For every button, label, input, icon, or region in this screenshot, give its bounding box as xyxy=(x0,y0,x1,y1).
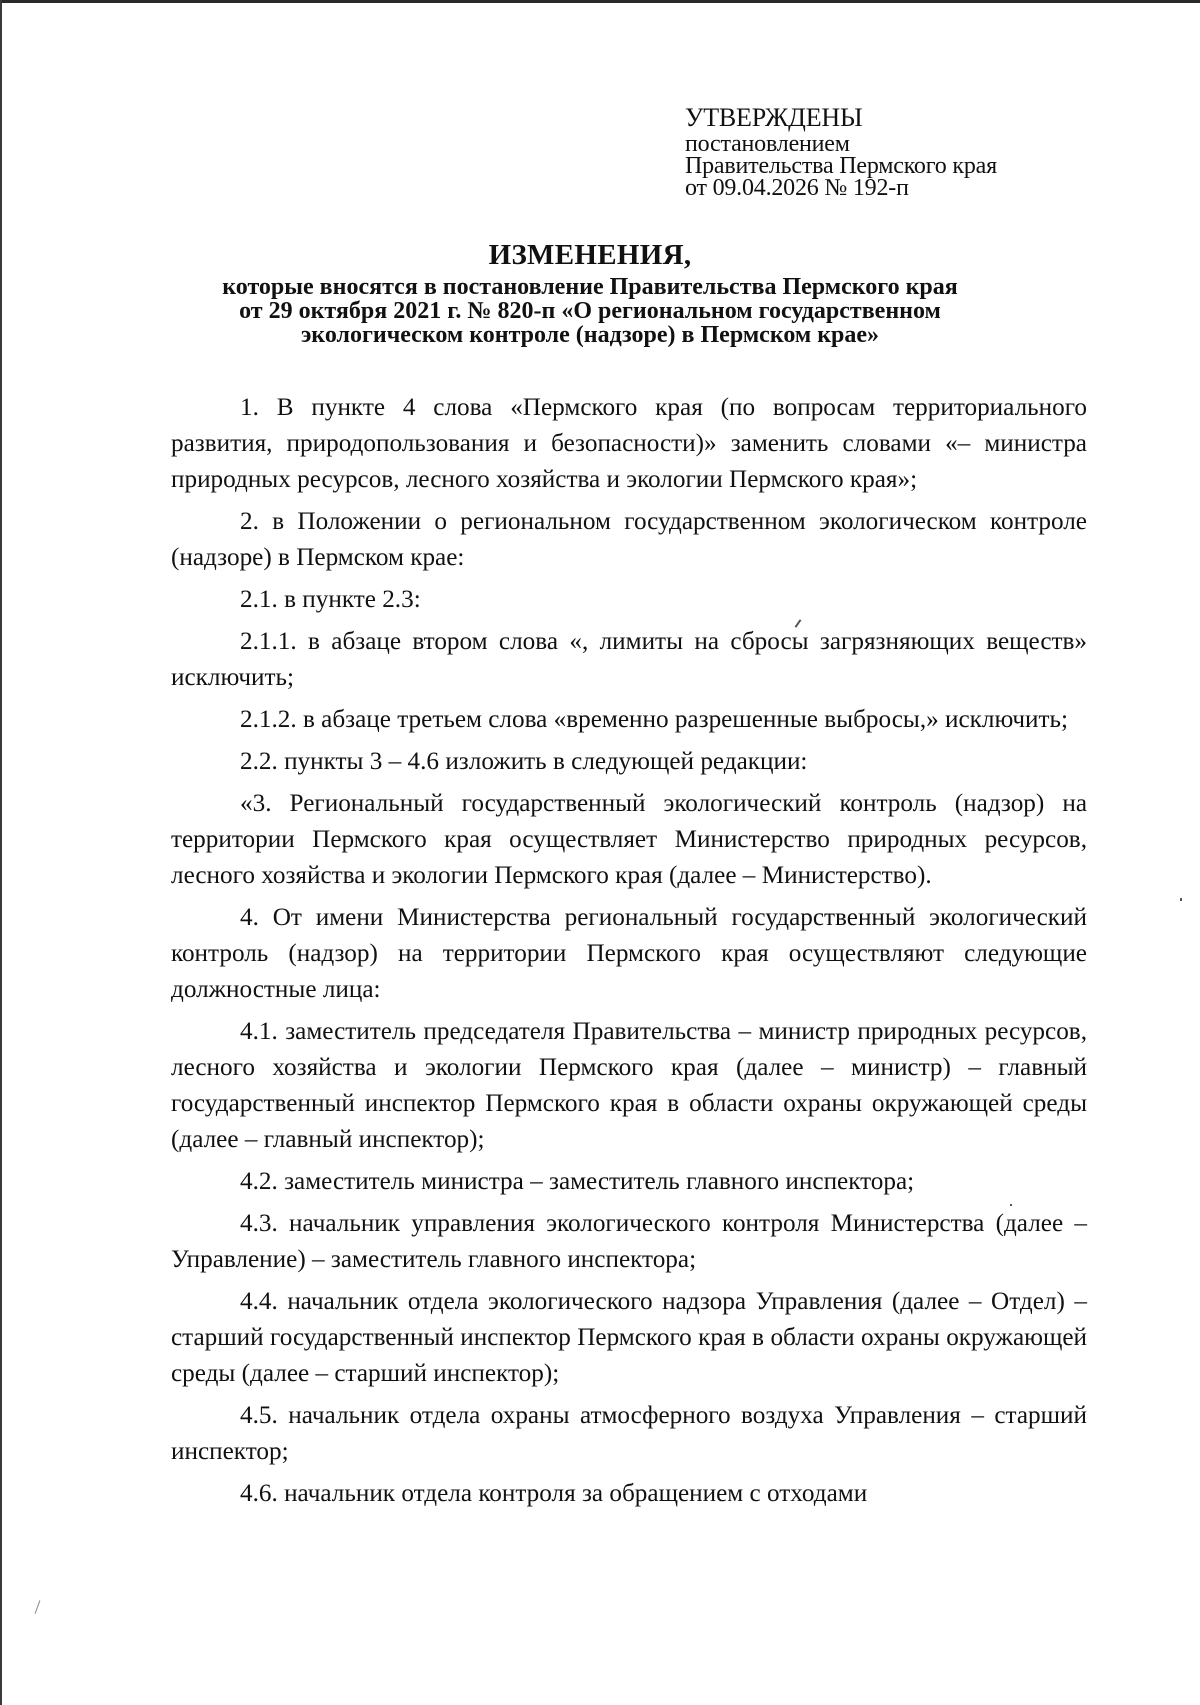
paragraph-point-3: «3. Региональный государственный экологический контроль (надзор) на территории Пермского края осуществляет Министерство природных ресурсов, лесного хозяйства и экологии Пермского края (далее – Министерство). xyxy=(171,790,1087,889)
approval-stamp xyxy=(685,103,1105,199)
paragraph-item-1: 1. В пункте 4 слова «Пермского края (по вопросам территориального развития, природопользования и безопасности)» заменить словами «– министра природных ресурсов, лесного хозяйства и экологии Пермского края»; xyxy=(171,394,1087,493)
paragraph-point-4-1: 4.1. заместитель председателя Правительства – министр природных ресурсов, лесного хозяйства и экологии Пермского края (далее – министр) – главный государственный инспектор Пермского края в области охраны окружающей среды (далее – главный инспектор); xyxy=(171,1018,1087,1153)
subtitle-line: от 29 октября 2021 г. № 820-п «О региональном государственном xyxy=(239,298,941,324)
document-body xyxy=(171,390,1087,1512)
scan-border-left xyxy=(0,0,2,1705)
document-subtitle xyxy=(140,275,1040,347)
scan-speck xyxy=(1010,1204,1012,1206)
paragraph-item-2: 2. в Положении о региональном государственном экологическом контроле (надзоре) в Пермском крае: xyxy=(171,508,1087,571)
paragraph-item-2-1-2: 2.1.2. в абзаце третьем слова «временно разрешенные выбросы,» исключить; xyxy=(240,706,1068,733)
paragraph-point-4-5: 4.5. начальник отдела охраны атмосферного воздуха Управления – старший инспектор; xyxy=(171,1402,1087,1465)
paragraph-point-4-3: 4.3. начальник управления экологического контроля Министерства (далее – Управление) – заместитель главного инспектора; xyxy=(171,1210,1087,1273)
scan-speck xyxy=(1180,898,1182,901)
paragraph-item-2-1-1: 2.1.1. в абзаце втором слова «, лимиты на сбросы загрязняющих веществ» исключить; xyxy=(171,628,1087,691)
scan-border-top xyxy=(0,0,1200,3)
paragraph-item-2-2: 2.2. пункты 3 – 4.6 изложить в следующей редакции: xyxy=(240,748,808,775)
subtitle-line: которые вносятся в постановление Правительства Пермского края xyxy=(222,274,958,300)
approval-date-number: от 09.04.2026 № 192-п xyxy=(685,175,909,201)
scan-speck xyxy=(35,1600,41,1613)
approval-title: УТВЕРЖДЕНЫ xyxy=(685,103,863,132)
paragraph-point-4: 4. От имени Министерства региональный государственный экологический контроль (надзор) на территории Пермского края осуществляют следующие должностные лица: xyxy=(171,904,1087,1003)
document-title: ИЗМЕНЕНИЯ, xyxy=(488,239,692,271)
subtitle-line: экологическом контроле (надзоре) в Пермском крае» xyxy=(300,322,880,348)
paragraph-point-4-2: 4.2. заместитель министра – заместитель главного инспектора; xyxy=(240,1168,915,1195)
approval-line: Правительства Пермского края xyxy=(685,153,997,179)
paragraph-point-4-6: 4.6. начальник отдела контроля за обращением с отходами xyxy=(240,1480,868,1507)
approval-line: постановлением xyxy=(685,131,850,157)
paragraph-point-4-4: 4.4. начальник отдела экологического надзора Управления (далее – Отдел) – старший государственный инспектор Пермского края в области охраны окружающей среды (далее – старший инспектор); xyxy=(171,1288,1087,1387)
paragraph-item-2-1: 2.1. в пункте 2.3: xyxy=(240,586,421,613)
